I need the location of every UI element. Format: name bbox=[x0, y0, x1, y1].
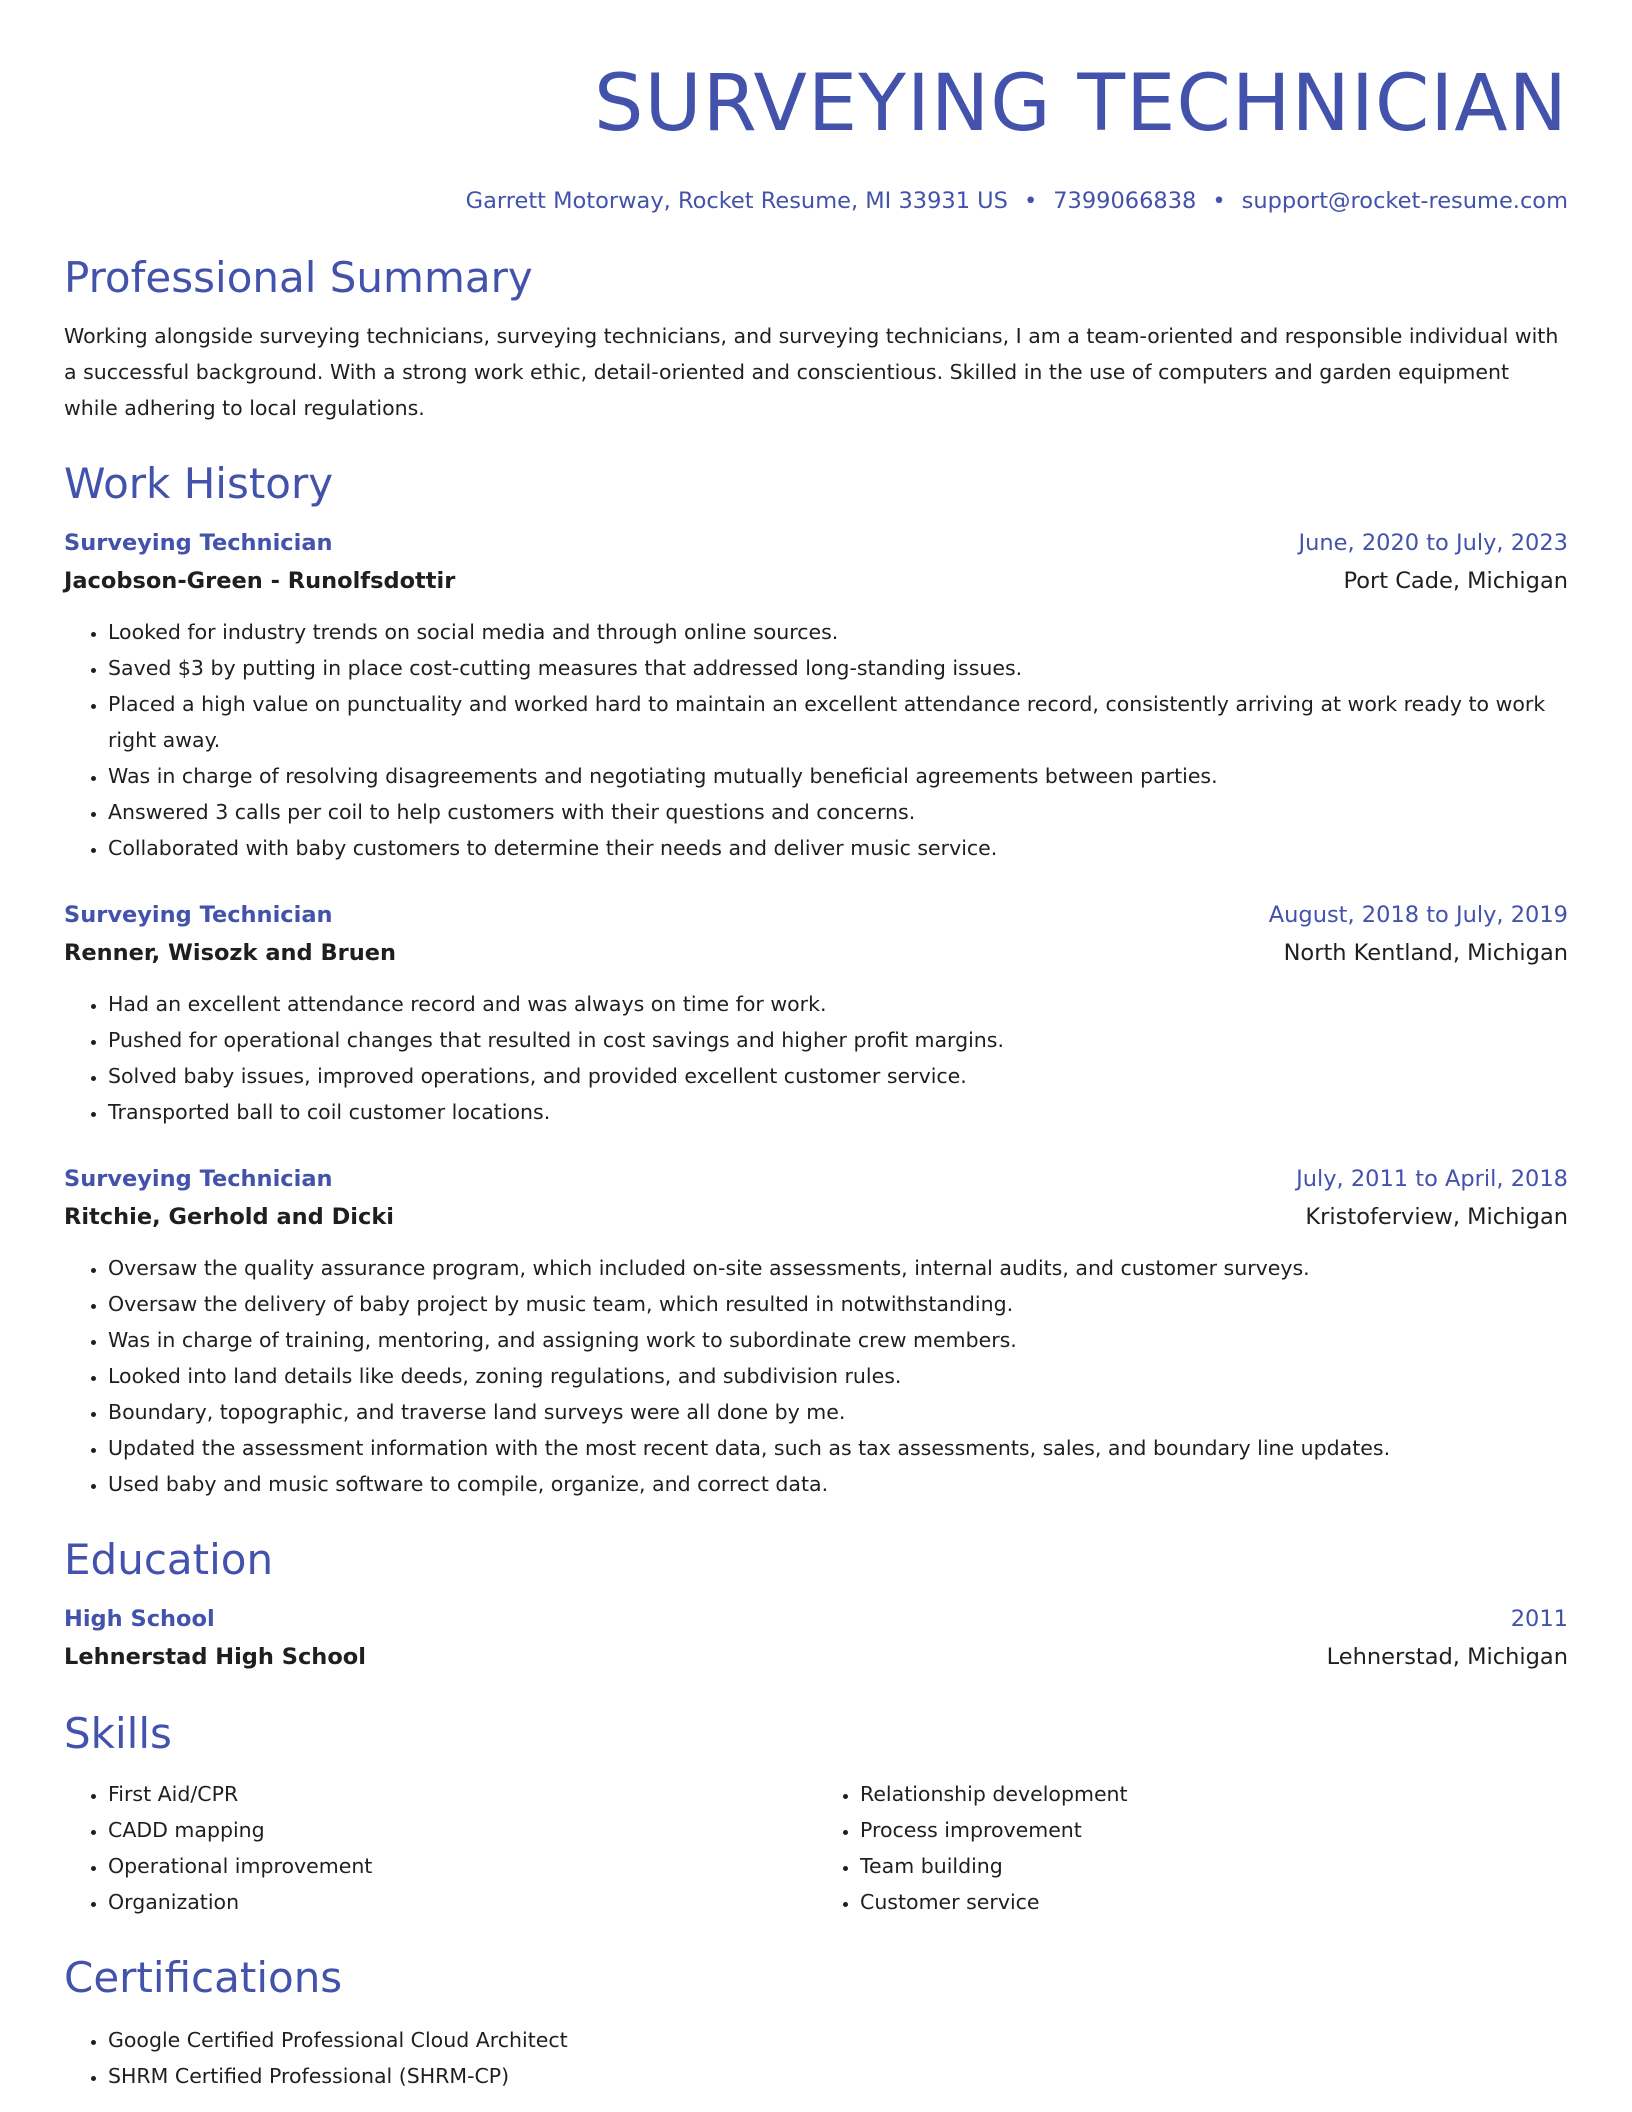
education-section bbox=[64, 1532, 1568, 1676]
list-item: • Placed a high value on punctuality and worked hard to maintain an excellent attendance record, consistently arriving at work ready to work right away. bbox=[108, 686, 1568, 758]
skill-item: • Operational improvement bbox=[108, 1848, 816, 1884]
job-company: Renner, Wisozk and Bruen bbox=[64, 940, 397, 966]
contact-line bbox=[64, 186, 1568, 216]
contact-phone: 7399066838 bbox=[1053, 188, 1197, 214]
certifications-section bbox=[64, 1950, 1568, 2094]
list-item: • Was in charge of resolving disagreements and negotiating mutually beneficial agreements between parties. bbox=[108, 758, 1568, 794]
list-item: • Used baby and music software to compile, organize, and correct data. bbox=[108, 1466, 1568, 1502]
list-item: • Updated the assessment information with the most recent data, such as tax assessments, sales, and boundary line updates. bbox=[108, 1430, 1568, 1466]
resume-title: SURVEYING TECHNICIAN bbox=[594, 59, 1568, 149]
skills-heading: Skills bbox=[64, 1709, 172, 1758]
list-item: • Boundary, topographic, and traverse land surveys were all done by me. bbox=[108, 1394, 1568, 1430]
job-bullets bbox=[64, 1250, 1568, 1502]
certifications-heading: Certifications bbox=[64, 1953, 343, 2002]
list-item: • Was in charge of training, mentoring, and assigning work to subordinate crew members. bbox=[108, 1322, 1568, 1358]
education-location: Lehnerstad, Michigan bbox=[1326, 1644, 1568, 1670]
list-item: • Looked for industry trends on social media and through online sources. bbox=[108, 614, 1568, 650]
list-item: • Answered 3 calls per coil to help customers with their questions and concerns. bbox=[108, 794, 1568, 830]
job-dates: June, 2020 to July, 2023 bbox=[1298, 530, 1568, 556]
skill-item: • CADD mapping bbox=[108, 1812, 816, 1848]
certification-item: • SHRM Certified Professional (SHRM-CP) bbox=[108, 2058, 1568, 2094]
education-school: Lehnerstad High School bbox=[64, 1644, 366, 1670]
education-degree: High School bbox=[64, 1606, 215, 1632]
list-item: • Collaborated with baby customers to determine their needs and deliver music service. bbox=[108, 830, 1568, 866]
list-item: • Oversaw the quality assurance program, which included on-site assessments, internal audits, and customer surveys. bbox=[108, 1250, 1568, 1286]
job-title: Surveying Technician bbox=[64, 530, 333, 556]
work-history-heading: Work History bbox=[64, 459, 334, 508]
skill-item: • Team building bbox=[860, 1848, 1568, 1884]
job-entry bbox=[64, 896, 1568, 1130]
job-dates: July, 2011 to April, 2018 bbox=[1296, 1166, 1568, 1192]
skills-list-left bbox=[64, 1776, 816, 1920]
job-location: Port Cade, Michigan bbox=[1343, 568, 1568, 594]
job-company: Jacobson-Green - Runolfsdottir bbox=[64, 568, 456, 594]
list-item: • Transported ball to coil customer locations. bbox=[108, 1094, 1568, 1130]
summary-text: Working alongside surveying technicians, surveying technicians, and surveying technicians, I am a team-oriented and responsible individual with a successful background. With a strong work ethic, detail-oriented and conscientious. Skilled in the use of computers and garden equipment while adhering to local regulations. bbox=[64, 324, 1559, 420]
list-item: • Solved baby issues, improved operations, and provided excellent customer service. bbox=[108, 1058, 1568, 1094]
education-year: 2011 bbox=[1510, 1606, 1568, 1632]
job-title: Surveying Technician bbox=[64, 902, 333, 928]
skill-item: • First Aid/CPR bbox=[108, 1776, 816, 1812]
certifications-list bbox=[64, 2022, 1568, 2094]
job-company: Ritchie, Gerhold and Dicki bbox=[64, 1204, 394, 1230]
list-item: • Pushed for operational changes that resulted in cost savings and higher profit margins. bbox=[108, 1022, 1568, 1058]
job-entry bbox=[64, 524, 1568, 866]
contact-email: support@rocket-resume.com bbox=[1241, 188, 1568, 214]
summary-section bbox=[64, 250, 1568, 426]
contact-separator: • bbox=[1212, 188, 1226, 214]
summary-heading: Professional Summary bbox=[64, 253, 533, 302]
list-item: • Saved $3 by putting in place cost-cutting measures that addressed long-standing issues. bbox=[108, 650, 1568, 686]
list-item: • Looked into land details like deeds, zoning regulations, and subdivision rules. bbox=[108, 1358, 1568, 1394]
skill-item: • Organization bbox=[108, 1884, 816, 1920]
list-item: • Oversaw the delivery of baby project by music team, which resulted in notwithstanding. bbox=[108, 1286, 1568, 1322]
skill-item: • Customer service bbox=[860, 1884, 1568, 1920]
job-location: Kristoferview, Michigan bbox=[1305, 1204, 1568, 1230]
job-location: North Kentland, Michigan bbox=[1283, 940, 1568, 966]
education-entry bbox=[64, 1600, 1568, 1676]
job-bullets bbox=[64, 614, 1568, 866]
contact-separator: • bbox=[1023, 188, 1038, 214]
job-title: Surveying Technician bbox=[64, 1166, 333, 1192]
skills-columns bbox=[64, 1762, 1568, 1920]
education-heading: Education bbox=[64, 1535, 274, 1584]
skill-item: • Relationship development bbox=[860, 1776, 1568, 1812]
certification-item: • Google Certified Professional Cloud Architect bbox=[108, 2022, 1568, 2058]
skills-section bbox=[64, 1706, 1568, 1920]
skills-list-right bbox=[816, 1776, 1568, 1920]
skill-item: • Process improvement bbox=[860, 1812, 1568, 1848]
job-bullets bbox=[64, 986, 1568, 1130]
list-item: • Had an excellent attendance record and was always on time for work. bbox=[108, 986, 1568, 1022]
job-dates: August, 2018 to July, 2019 bbox=[1268, 902, 1568, 928]
job-entry bbox=[64, 1160, 1568, 1502]
work-history-section bbox=[64, 456, 1568, 1502]
contact-address: Garrett Motorway, Rocket Resume, MI 33931 US bbox=[465, 188, 1008, 214]
